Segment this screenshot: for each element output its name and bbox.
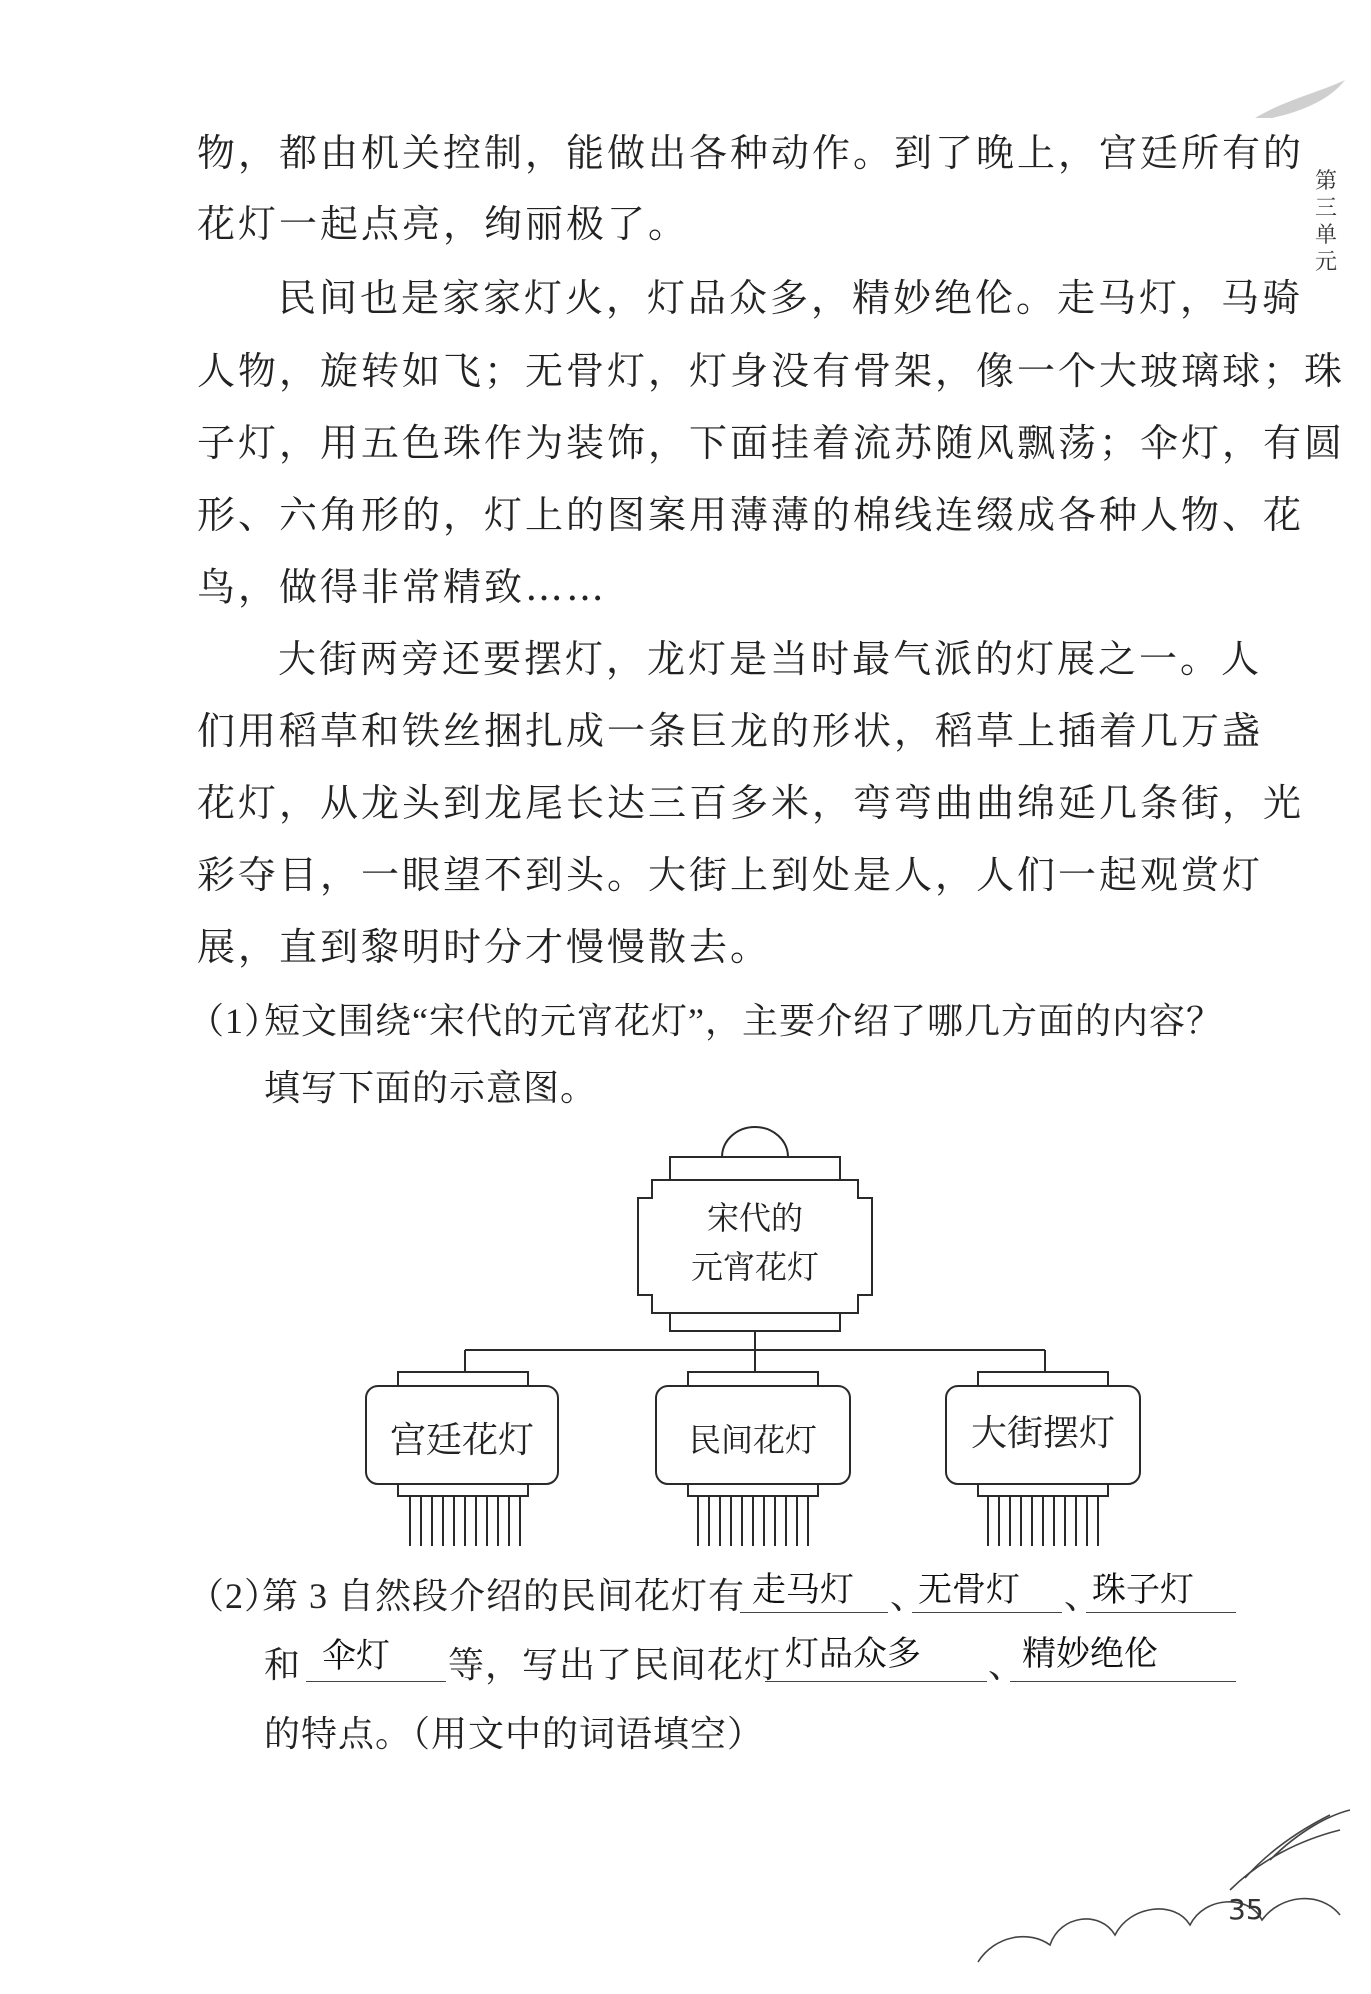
text-line: 花灯一起点亮，绚丽极了。: [197, 202, 690, 246]
answer-text: 珠子灯: [1092, 1570, 1194, 1610]
cloud-decoration-icon: [978, 1810, 1350, 1962]
unit-side-tab: 第三单元: [1314, 169, 1337, 275]
right-lantern: [946, 1372, 1140, 1546]
answer-text: 灯品众多: [785, 1634, 921, 1674]
top-lantern-neck: [670, 1157, 840, 1180]
middle-node-text: 民间花灯: [688, 1421, 817, 1459]
top-lantern-base: [670, 1313, 840, 1331]
right-node-answer: 大街摆灯: [970, 1413, 1115, 1454]
question-text: 和: [264, 1645, 302, 1685]
text-line: 形、六角形的，灯上的图案用薄薄的棉线连缀成各种人物、花: [197, 493, 1305, 537]
top-lantern-cap: [722, 1127, 788, 1157]
question-text: 填写下面的示意图。: [264, 1068, 598, 1108]
question-text: 短文围绕“宋代的元宵花灯”，主要介绍了哪几方面的内容？: [264, 1001, 1223, 1041]
answer-text: 无骨灯: [918, 1570, 1020, 1610]
question-number: （1）: [188, 1001, 282, 1041]
text-line: 子灯，用五色珠作为装饰，下面挂着流苏随风飘荡；伞灯，有圆: [197, 421, 1346, 465]
top-node-line1: 宋代的: [706, 1199, 803, 1237]
separator: 、: [890, 1576, 928, 1616]
text-line: 鸟，做得非常精致……: [197, 565, 608, 609]
text-line: 们用稻草和铁丝捆扎成一条巨龙的形状，稻草上插着几万盏: [197, 709, 1264, 753]
page-number: 35: [1228, 1893, 1264, 1926]
question-text: 等，写出了民间花灯: [448, 1645, 782, 1685]
separator: 、: [988, 1645, 1026, 1685]
lantern-diagram: [366, 1127, 1140, 1546]
bird-icon: [1255, 80, 1345, 118]
text-line: 大街两旁还要摆灯，龙灯是当时最气派的灯展之一。人: [278, 637, 1263, 681]
text-line: 物，都由机关控制，能做出各种动作。到了晚上，宫廷所有的: [197, 131, 1305, 175]
separator: 、: [1064, 1576, 1102, 1616]
text-line: 民间也是家家灯火，灯品众多，精妙绝伦。走马灯，马骑: [278, 276, 1304, 320]
top-node-line2: 元宵花灯: [690, 1248, 819, 1286]
left-node-answer: 宫廷花灯: [389, 1420, 534, 1461]
answer-text: 伞灯: [322, 1636, 390, 1676]
answer-text: 走马灯: [752, 1570, 854, 1610]
question-text: 第 3 自然段介绍的民间花灯有: [262, 1576, 746, 1616]
text-line: 花灯，从龙头到龙尾长达三百多米，弯弯曲曲绵延几条街，光: [197, 781, 1305, 825]
text-line: 彩夺目，一眼望不到头。大街上到处是人，人们一起观赏灯: [197, 853, 1264, 897]
question-number: （2）: [188, 1576, 282, 1616]
question-text: 的特点。（用文中的词语填空）: [264, 1714, 765, 1754]
text-line: 展，直到黎明时分才慢慢散去。: [197, 925, 772, 969]
answer-text: 精妙绝伦: [1022, 1634, 1158, 1674]
text-line: 人物，旋转如飞；无骨灯，灯身没有骨架，像一个大玻璃球；珠: [197, 349, 1346, 393]
